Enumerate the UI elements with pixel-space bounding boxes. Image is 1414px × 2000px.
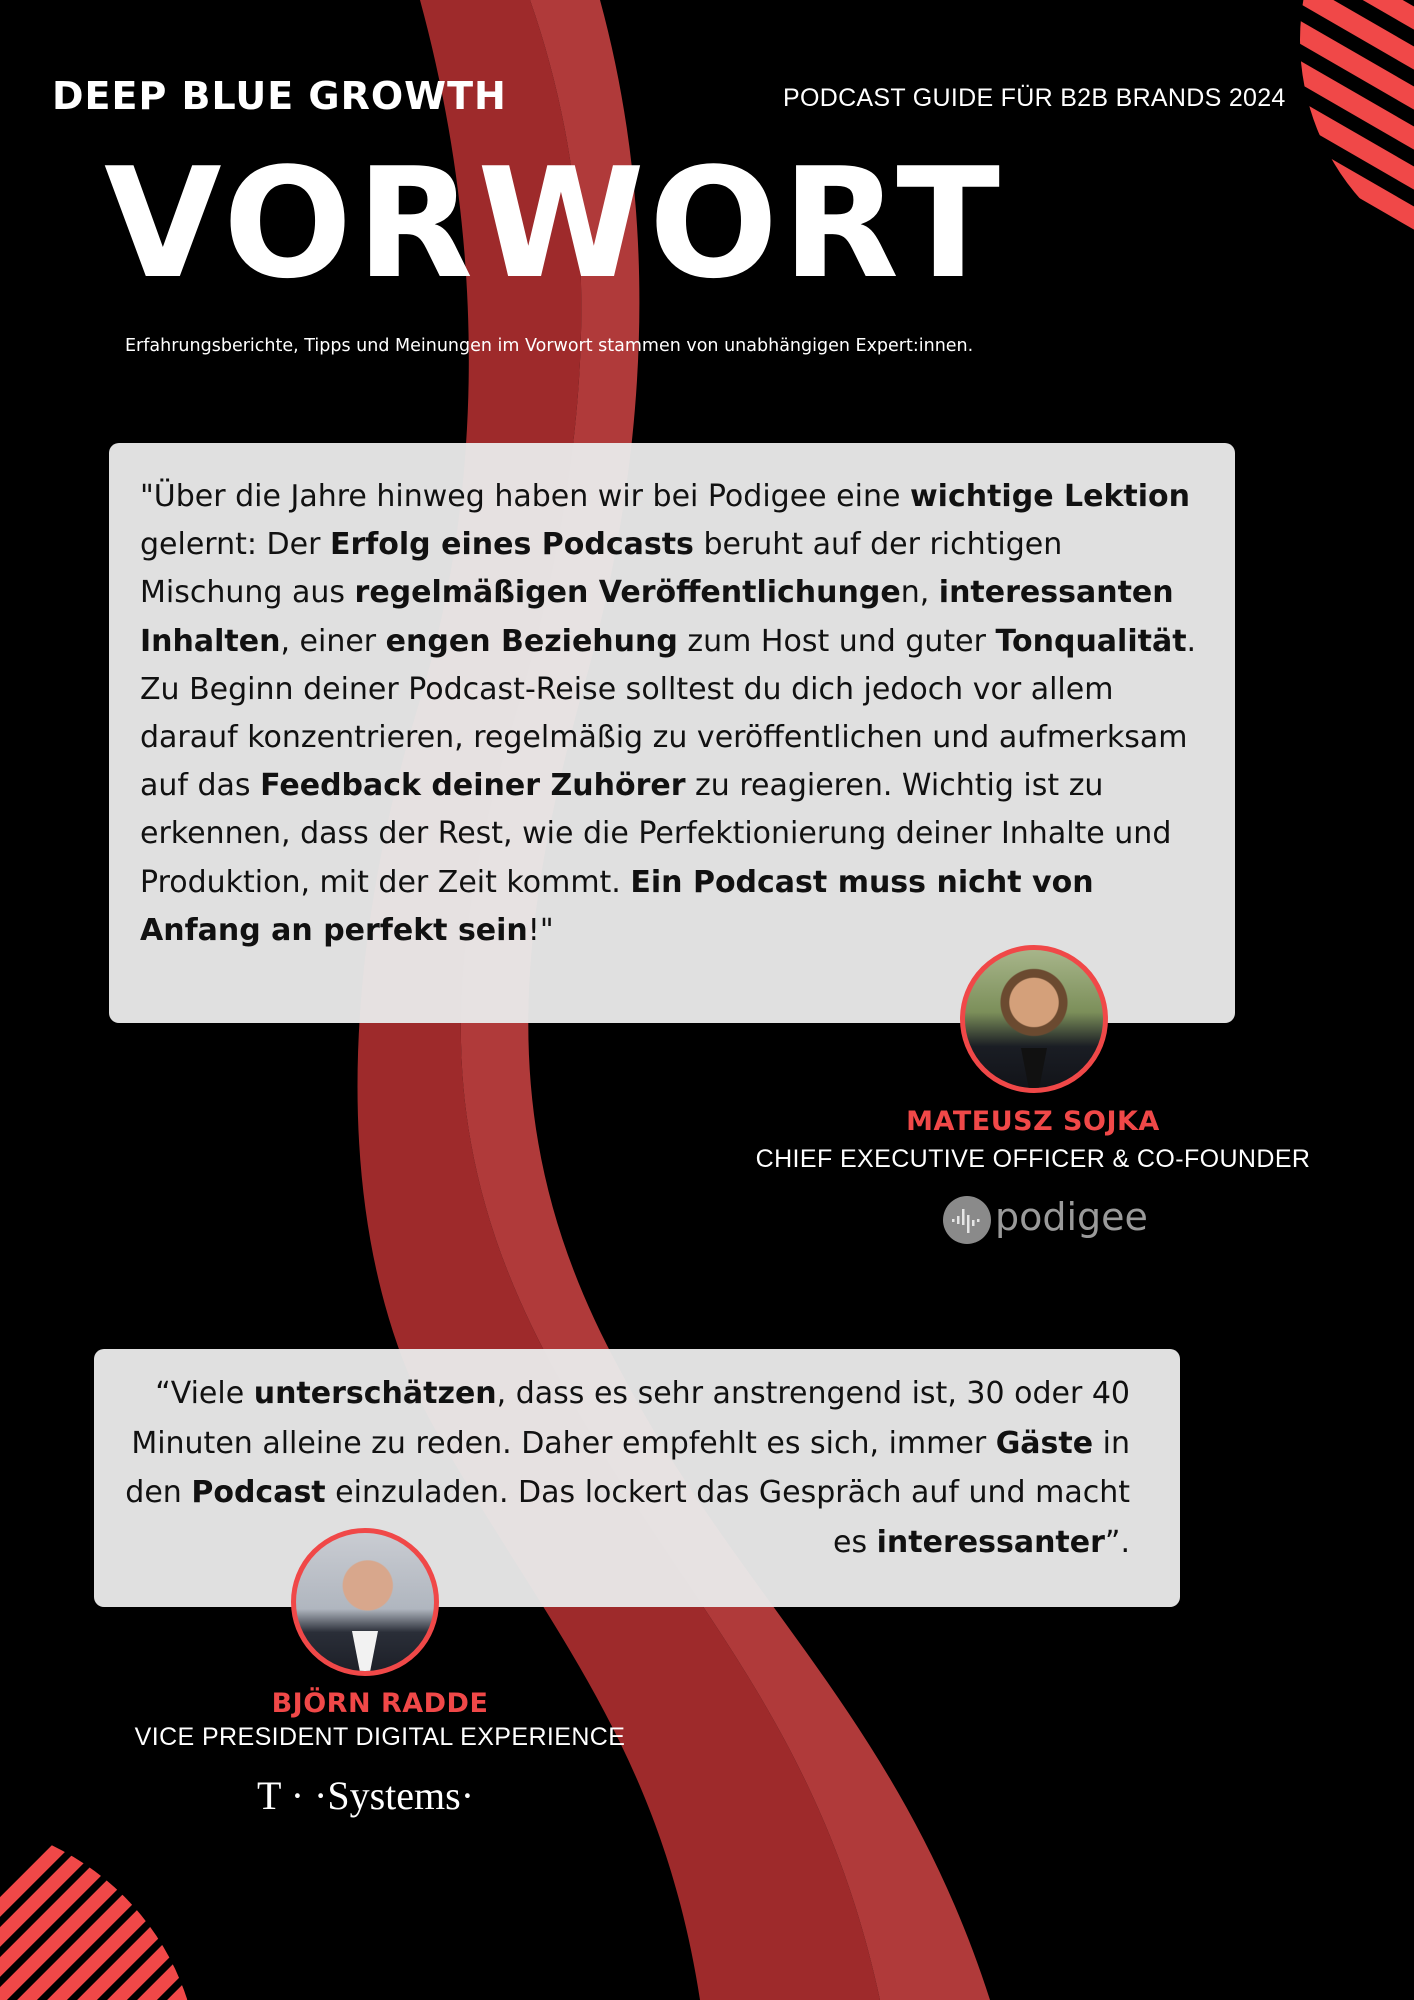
quote-emphasis: Ein Podcast muss nicht von Anfang an perfekt sein [140, 864, 1094, 948]
quote-segment: . Zu Beginn deiner Podcast-Reise solltest du dich jedoch vor allem darauf konzentrieren, regelmäßig zu veröffentlichen und aufmerksam auf das [140, 623, 1197, 804]
quote-emphasis: Podcast [191, 1475, 326, 1510]
avatar-mateusz-sojka [960, 945, 1108, 1093]
quote-segment: beruht auf der richtigen Mischung aus [140, 527, 1063, 611]
author-block-sojka [740, 1106, 1326, 1174]
quote-segment: einzuladen. Das lockert das Gespräch auf und macht es [325, 1475, 1130, 1560]
quote-emphasis: Erfolg eines Podcasts [329, 527, 694, 563]
quote-emphasis: unterschätzen [253, 1376, 497, 1411]
quote-segment: ”. [1104, 1524, 1130, 1560]
quote-emphasis: Feedback deiner Zuhörer [260, 768, 686, 804]
author-role: CHIEF EXECUTIVE OFFICER & CO-FOUNDER [755, 1145, 1311, 1173]
podigee-logo [943, 1196, 1148, 1244]
quote-segment: zu reagieren. Wichtig ist zu erkennen, dass der Rest, wie die Perfektionierung deiner Inhalte und Produktion, mit der Zeit kommt. [140, 768, 1172, 900]
t-systems-logo [257, 1772, 474, 1819]
author-name: MATEUSZ SOJKA [906, 1106, 1160, 1137]
author-role: VICE PRESIDENT DIGITAL EXPERIENCE [134, 1723, 626, 1751]
company-name: podigee [995, 1195, 1148, 1239]
quote-segment: , einer [280, 623, 386, 659]
quote-segment: zum Host und guter [677, 623, 996, 659]
quote-emphasis: Tonqualität [995, 623, 1187, 659]
guide-title: PODCAST GUIDE FÜR B2B BRANDS 2024 [783, 84, 1286, 112]
author-name: BJÖRN RADDE [271, 1688, 489, 1719]
quote-card-radde [94, 1349, 1180, 1607]
quote-segment: !" [527, 912, 554, 948]
quote-segment: gelernt: Der [140, 527, 330, 563]
quote-emphasis: Gäste [995, 1425, 1094, 1461]
page-subtitle: Erfahrungsberichte, Tipps und Meinungen im Vorwort stammen von unabhängigen Expert:innen. [125, 336, 974, 356]
brand-logo: DEEP BLUE GROWTH [52, 74, 507, 118]
quote-segment: , dass es sehr anstrengend ist, 30 oder 40 Minuten alleine zu reden. Daher empfehlt es sich, immer [131, 1376, 1130, 1461]
quote-text [125, 1369, 1130, 1567]
page-title: VORWORT [104, 135, 1004, 312]
quote-emphasis: regelmäßigen Veröffentlichunge [354, 575, 901, 611]
quote-text [140, 473, 1200, 955]
quote-card-sojka [109, 443, 1235, 1023]
quote-emphasis: engen Beziehung [385, 623, 678, 659]
company-name: T · ·Systems· [257, 1773, 475, 1818]
avatar-bjoern-radde [291, 1528, 439, 1676]
author-block-radde [130, 1688, 630, 1752]
quote-segment: “Viele [155, 1376, 254, 1411]
quote-emphasis: wichtige Lektion [909, 479, 1190, 514]
quote-segment: in den [125, 1425, 1130, 1510]
waveform-icon [943, 1196, 991, 1244]
quote-emphasis: interessanten Inhalten [140, 575, 1174, 659]
quote-emphasis: interessanter [876, 1524, 1105, 1560]
quote-segment: n, [900, 575, 939, 611]
quote-segment: "Über die Jahre hinweg haben wir bei Podigee eine [140, 479, 910, 514]
